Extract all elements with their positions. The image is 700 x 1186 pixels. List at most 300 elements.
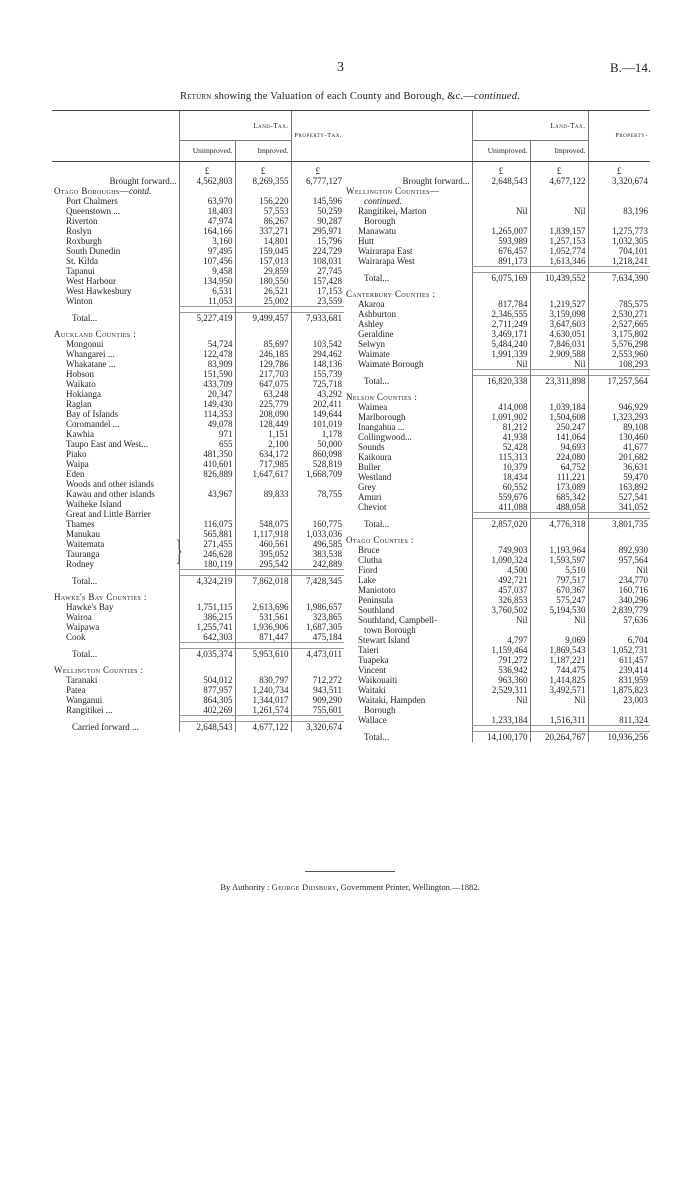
left-section-title: Hawke's Bay Counties :	[54, 592, 147, 602]
right-improved-value: 488,058	[530, 502, 588, 513]
right-table-row	[344, 595, 650, 605]
right-property-tax-value: 1,032,305	[588, 236, 650, 246]
right-property-tax-value: 160,716	[588, 585, 650, 595]
left-section-row	[52, 186, 344, 196]
right-unimproved-value: 1,233,184	[472, 715, 530, 726]
left-unimproved-value: 151,590	[179, 369, 235, 379]
right-currency-row	[344, 162, 650, 177]
right-section-title: Canterbury Counties :	[346, 289, 436, 299]
right-row-name: Waikouaiti	[358, 675, 398, 685]
left-property-tax-value: 43,292	[291, 389, 344, 399]
right-total-row	[344, 519, 650, 530]
title-continued: continued.	[474, 91, 521, 102]
left-property-tax-value: 145,596	[291, 196, 344, 206]
left-property-tax-value: 4,473,011	[291, 649, 344, 660]
right-improved-value: 9,069	[530, 635, 588, 645]
right-improved-value: 20,264,767	[530, 732, 588, 743]
left-table-row	[52, 439, 344, 449]
right-improved-value: 7,846,031	[530, 339, 588, 349]
right-table-row	[344, 339, 650, 349]
left-unimproved-value: 4,562,803	[179, 176, 235, 186]
right-property-tax-value: 892,930	[588, 545, 650, 555]
right-unimproved-value: 891,173	[472, 256, 530, 267]
right-property-tax-value: 527,541	[588, 492, 650, 502]
right-table-row	[344, 299, 650, 309]
right-property-tax-value	[588, 625, 650, 635]
right-section-row	[344, 289, 650, 299]
right-unimproved-value: 326,853	[472, 595, 530, 605]
left-improved-value	[235, 499, 291, 509]
left-name-subheader	[52, 141, 179, 162]
right-unimproved-value: 414,008	[472, 402, 530, 412]
right-table-row	[344, 705, 650, 715]
right-total-row	[344, 273, 650, 284]
right-unimproved-value: 492,721	[472, 575, 530, 585]
right-improved-value: Nil	[530, 359, 588, 370]
title-text: showing the Valuation of each County and Borough, &c.—	[214, 91, 474, 102]
right-unimproved-value: 2,529,311	[472, 685, 530, 695]
left-unimproved-value: 164,166	[179, 226, 235, 236]
right-table-row	[344, 635, 650, 645]
left-unimproved-value: 1,751,115	[179, 602, 235, 612]
left-section-title: Otago Boroughs—	[54, 186, 129, 196]
left-unimproved-value: 2,648,543	[179, 722, 235, 733]
left-empty-cell	[179, 665, 235, 675]
left-unimproved-header: Unimproved.	[179, 141, 235, 162]
left-improved-value: 1,647,617	[235, 469, 291, 479]
left-table-row	[52, 266, 344, 276]
right-improved-value: 797,517	[530, 575, 588, 585]
left-unimproved-value	[179, 479, 235, 489]
left-unimproved-value: 47,974	[179, 216, 235, 226]
right-improved-value: 1,193,964	[530, 545, 588, 555]
right-improved-value: 1,504,608	[530, 412, 588, 422]
left-table-row	[52, 246, 344, 256]
right-unimproved-value: 2,711,249	[472, 319, 530, 329]
left-section-row	[52, 592, 344, 602]
right-unimproved-value: 411,088	[472, 502, 530, 513]
right-unimproved-value: 1,991,339	[472, 349, 530, 359]
right-improved-value: 575,247	[530, 595, 588, 605]
left-unimproved-value: 122,478	[179, 349, 235, 359]
right-table-row	[344, 462, 650, 472]
left-improved-value: 180,550	[235, 276, 291, 286]
left-property-tax-value: 1,986,657	[291, 602, 344, 612]
left-unimproved-value: 642,303	[179, 632, 235, 643]
left-improved-value: 86,267	[235, 216, 291, 226]
right-unimproved-value: 52,428	[472, 442, 530, 452]
right-improved-value: 3,492,571	[530, 685, 588, 695]
left-section-row	[52, 665, 344, 675]
left-improved-value: 395,052	[235, 549, 291, 559]
left-table-row	[52, 216, 344, 226]
footer-authority	[0, 882, 700, 892]
left-row-name: Waipa	[66, 459, 89, 469]
left-row-name: Kawau and other islands	[66, 489, 155, 499]
right-property-tax-value: 2,553,960	[588, 349, 650, 359]
right-empty-cell	[588, 535, 650, 545]
left-improved-value	[235, 479, 291, 489]
left-unimproved-value: 9,458	[179, 266, 235, 276]
right-empty-cell	[530, 196, 588, 206]
right-property-tax-value: 811,324	[588, 715, 650, 726]
left-empty-cell	[179, 592, 235, 602]
right-improved-value: 1,593,597	[530, 555, 588, 565]
left-improved-value: 217,703	[235, 369, 291, 379]
left-row-name: Woods and other islands	[66, 479, 155, 489]
right-header-row	[344, 111, 650, 141]
left-property-tax-value: 23,559	[291, 296, 344, 307]
left-improved-value: 871,447	[235, 632, 291, 643]
right-row-name: Rangitikei, Marton	[358, 206, 427, 216]
left-empty-cell	[179, 329, 235, 339]
left-table-row	[52, 379, 344, 389]
footer-printer-name: George Didsbury	[271, 882, 337, 892]
left-total-row	[52, 576, 344, 587]
right-unimproved-value: 3,760,502	[472, 605, 530, 615]
right-row-name: Geraldine	[358, 329, 394, 339]
right-unimproved-value: 81,212	[472, 422, 530, 432]
right-property-tax-value: 2,839,779	[588, 605, 650, 615]
left-property-tax-value: 17,153	[291, 286, 344, 296]
left-row-name: Carried forward ...	[72, 721, 139, 732]
left-improved-value: 208,090	[235, 409, 291, 419]
left-improved-value: 156,220	[235, 196, 291, 206]
right-unimproved-value: 2,648,543	[472, 176, 530, 186]
left-property-tax-value: 1,033,036	[291, 529, 344, 539]
left-unimproved-value: 504,012	[179, 675, 235, 685]
left-table-row	[52, 256, 344, 266]
right-unimproved-value: 457,037	[472, 585, 530, 595]
left-row-name: Whakatane ...	[66, 359, 116, 369]
right-table-row	[344, 675, 650, 685]
right-empty-cell	[472, 392, 530, 402]
left-property-tax-value: 202,411	[291, 399, 344, 409]
left-table-row	[52, 509, 344, 519]
right-improved-value	[530, 625, 588, 635]
left-currency-spacer	[52, 162, 179, 177]
right-name-header	[344, 111, 472, 141]
right-property-tax-value: 1,875,823	[588, 685, 650, 695]
left-property-tax-value: 15,796	[291, 236, 344, 246]
right-row-name: Tuapeka	[358, 655, 389, 665]
right-table-row	[344, 236, 650, 246]
right-improved-value: 141,064	[530, 432, 588, 442]
right-row-name: Marlborough	[358, 412, 406, 422]
left-table-row	[52, 389, 344, 399]
left-unimproved-value: 134,950	[179, 276, 235, 286]
right-property-tax-value: 1,052,731	[588, 645, 650, 655]
right-improved-value: 670,367	[530, 585, 588, 595]
right-unimproved-value: 791,272	[472, 655, 530, 665]
left-section-title: Wellington Counties :	[54, 665, 144, 675]
left-row-name: Wanganui	[66, 695, 103, 705]
right-unimproved-value: 2,857,020	[472, 519, 530, 530]
left-row-name: Eden	[66, 469, 85, 479]
right-unimproved-value: 115,313	[472, 452, 530, 462]
right-section-heading	[344, 186, 472, 196]
right-empty-cell	[472, 196, 530, 206]
left-unimproved-value: 18,403	[179, 206, 235, 216]
left-section-title: Auckland Counties :	[54, 329, 137, 339]
right-table-row	[344, 492, 650, 502]
left-improved-value: 548,075	[235, 519, 291, 529]
right-unimproved-value: 676,457	[472, 246, 530, 256]
left-unimproved-value: 83,909	[179, 359, 235, 369]
left-property-tax-value: 7,428,345	[291, 576, 344, 587]
left-property-tax-value: 725,718	[291, 379, 344, 389]
left-table-row	[52, 176, 344, 186]
right-row-name: Akaroa	[358, 299, 385, 309]
right-name-subheader	[344, 141, 472, 162]
right-table-row	[344, 176, 650, 186]
title-return: Return	[179, 91, 212, 102]
right-unimproved-value: Nil	[472, 615, 530, 625]
right-row-name: Total...	[364, 518, 390, 529]
left-unimproved-value: 4,324,219	[179, 576, 235, 587]
right-table-row	[344, 665, 650, 675]
right-row-name: Collingwood...	[358, 432, 412, 442]
left-improved-header: Improved.	[235, 141, 291, 162]
left-property-tax-value: 383,538	[291, 549, 344, 559]
right-empty-cell	[530, 186, 588, 196]
left-unimproved-value	[179, 499, 235, 509]
right-property-tax-value: 2,527,665	[588, 319, 650, 329]
right-table-row	[344, 246, 650, 256]
left-row-name: Bay of Islands	[66, 409, 118, 419]
right-unimproved-value: Nil	[472, 206, 530, 216]
right-improved-value: Nil	[530, 615, 588, 625]
left-total-row	[52, 649, 344, 660]
right-table-row	[344, 555, 650, 565]
left-row-name: Whangarei ...	[66, 349, 115, 359]
left-currency-3: £	[291, 162, 344, 177]
right-row-name: town Borough	[364, 625, 416, 635]
left-unimproved-value: 149,430	[179, 399, 235, 409]
left-property-tax-value: 943,511	[291, 685, 344, 695]
left-improved-value: 129,786	[235, 359, 291, 369]
right-unimproved-value	[472, 216, 530, 226]
left-table-row	[52, 339, 344, 349]
left-table-row	[52, 559, 344, 570]
left-row-name: Raglan	[66, 399, 92, 409]
left-improved-value: 128,449	[235, 419, 291, 429]
left-property-tax-value: 224,729	[291, 246, 344, 256]
right-property-tax-value: 7,634,390	[588, 273, 650, 284]
right-unimproved-value: 1,091,902	[472, 412, 530, 422]
right-row-name: Taieri	[358, 645, 379, 655]
left-unimproved-value: 1,255,741	[179, 622, 235, 632]
left-improved-value	[235, 509, 291, 519]
left-table-row	[52, 499, 344, 509]
left-unimproved-value: 11,053	[179, 296, 235, 307]
right-empty-cell	[472, 289, 530, 299]
document-reference: B.—14.	[610, 60, 652, 75]
left-name-header	[52, 111, 179, 141]
left-row-name: Waikato	[66, 379, 96, 389]
right-empty-cell	[530, 392, 588, 402]
right-empty-cell	[472, 186, 530, 196]
left-improved-value: 1,240,734	[235, 685, 291, 695]
left-unimproved-value: 864,305	[179, 695, 235, 705]
left-table-row	[52, 276, 344, 286]
page-number: 3	[337, 60, 344, 75]
right-table-row	[344, 452, 650, 462]
left-row-name: Wairoa	[66, 612, 92, 622]
right-unimproved-value: 16,820,338	[472, 376, 530, 387]
right-property-tax-value: 957,564	[588, 555, 650, 565]
right-improved-value: 111,221	[530, 472, 588, 482]
right-improved-value: 1,516,311	[530, 715, 588, 726]
right-property-tax-value: 3,801,735	[588, 519, 650, 530]
right-improved-value: 1,613,346	[530, 256, 588, 267]
left-row-name: Total...	[72, 312, 98, 323]
right-property-tax-value: 239,414	[588, 665, 650, 675]
right-improved-value	[530, 216, 588, 226]
right-table-row	[344, 309, 650, 319]
right-property-tax-value: 23,003	[588, 695, 650, 705]
left-section-row	[52, 329, 344, 339]
left-unimproved-value: 107,456	[179, 256, 235, 266]
right-table-row	[344, 412, 650, 422]
left-empty-cell	[235, 186, 291, 196]
left-row-name: Rodney	[66, 559, 94, 569]
left-empty-cell	[291, 592, 344, 602]
right-row-name: Ashburton	[358, 309, 396, 319]
right-improved-value: Nil	[530, 695, 588, 705]
left-unimproved-value: 481,350	[179, 449, 235, 459]
left-property-tax-value: 528,819	[291, 459, 344, 469]
left-table-row	[52, 449, 344, 459]
left-improved-value: 1,261,574	[235, 705, 291, 716]
right-unimproved-value: 4,797	[472, 635, 530, 645]
right-continued-text: continued.	[364, 196, 402, 206]
right-unimproved-value: 5,484,240	[472, 339, 530, 349]
left-table-row	[52, 685, 344, 695]
left-table-row	[52, 705, 344, 716]
right-row-name: Sounds	[358, 442, 385, 452]
right-row-name: Clutha	[358, 555, 382, 565]
footer-pre: By Authority :	[220, 882, 272, 892]
right-property-tax-value: 130,460	[588, 432, 650, 442]
left-row-name: Brought forward...	[109, 176, 177, 186]
right-improved-value: 3,159,098	[530, 309, 588, 319]
left-property-tax-value: 295,971	[291, 226, 344, 236]
left-unimproved-value: 386,215	[179, 612, 235, 622]
left-table-row	[52, 226, 344, 236]
right-property-tax-value: Nil	[588, 565, 650, 575]
left-empty-cell	[235, 592, 291, 602]
right-unimproved-value: 1,265,007	[472, 226, 530, 236]
left-row-name: Patea	[66, 685, 86, 695]
right-property-tax-value	[588, 216, 650, 226]
right-table-row	[344, 206, 650, 216]
left-table-row	[52, 612, 344, 622]
left-unimproved-value: 20,347	[179, 389, 235, 399]
left-section-heading	[52, 329, 179, 339]
right-improved-value: Nil	[530, 206, 588, 216]
left-improved-value: 460,561	[235, 539, 291, 549]
left-improved-value: 1,936,906	[235, 622, 291, 632]
left-property-tax-value	[291, 499, 344, 509]
right-row-name: Selwyn	[358, 339, 385, 349]
left-property-tax-value: 149,644	[291, 409, 344, 419]
left-unimproved-value: 63,970	[179, 196, 235, 206]
right-row-name: Inangahua ...	[358, 422, 405, 432]
right-section-row	[344, 186, 650, 196]
right-row-name: Amuri	[358, 492, 382, 502]
right-property-tax-value: 3,175,802	[588, 329, 650, 339]
left-table-row	[52, 349, 344, 359]
left-row-name: Queenstown ...	[66, 206, 120, 216]
right-property-tax-value: 59,470	[588, 472, 650, 482]
right-unimproved-value: 593,989	[472, 236, 530, 246]
right-unimproved-value: 10,379	[472, 462, 530, 472]
right-empty-cell	[588, 289, 650, 299]
left-table-row	[52, 286, 344, 296]
right-table-body	[344, 111, 650, 743]
left-property-tax-value: 101,019	[291, 419, 344, 429]
left-improved-value: 159,045	[235, 246, 291, 256]
right-row-name: Southland	[358, 605, 395, 615]
right-table-row	[344, 422, 650, 432]
left-row-name: Roxburgh	[66, 236, 102, 246]
right-property-tax-value: 41,677	[588, 442, 650, 452]
right-improved-value: 2,909,588	[530, 349, 588, 359]
left-improved-value: 225,779	[235, 399, 291, 409]
left-table-row	[52, 206, 344, 216]
left-row-name: Waipawa	[66, 622, 100, 632]
left-improved-value: 337,271	[235, 226, 291, 236]
left-property-tax-value: 323,865	[291, 612, 344, 622]
left-property-tax-value: 50,259	[291, 206, 344, 216]
left-improved-value: 89,833	[235, 489, 291, 499]
left-row-name: Tapanui	[66, 266, 95, 276]
left-improved-value: 26,521	[235, 286, 291, 296]
right-improved-value: 94,693	[530, 442, 588, 452]
left-row-name: Total...	[72, 575, 98, 586]
left-table-row	[52, 429, 344, 439]
left-empty-cell	[291, 329, 344, 339]
right-improved-value: 23,311,898	[530, 376, 588, 387]
right-improved-value: 4,776,318	[530, 519, 588, 530]
left-improved-value: 57,553	[235, 206, 291, 216]
left-table-row	[52, 236, 344, 246]
right-improved-value: 3,647,603	[530, 319, 588, 329]
right-row-name: Lake	[358, 575, 376, 585]
left-table-row	[52, 369, 344, 379]
right-table-row	[344, 329, 650, 339]
right-row-name: Kaikoura	[358, 452, 392, 462]
left-improved-value: 647,075	[235, 379, 291, 389]
right-table-row	[344, 715, 650, 726]
right-table-row	[344, 402, 650, 412]
right-table-row	[344, 216, 650, 226]
left-table-row	[52, 469, 344, 479]
right-property-tax-value: 785,575	[588, 299, 650, 309]
right-row-name: Hutt	[358, 236, 375, 246]
left-improved-value: 2,613,696	[235, 602, 291, 612]
right-table-row	[344, 502, 650, 513]
right-row-name: Manawatu	[358, 226, 396, 236]
left-row-name: Cook	[66, 632, 86, 642]
left-table-row	[52, 675, 344, 685]
right-property-tax-value: 2,530,271	[588, 309, 650, 319]
left-row-name: Tauranga	[66, 549, 100, 559]
left-property-tax-value: 27,745	[291, 266, 344, 276]
left-improved-value: 717,985	[235, 459, 291, 469]
right-empty-cell	[530, 535, 588, 545]
